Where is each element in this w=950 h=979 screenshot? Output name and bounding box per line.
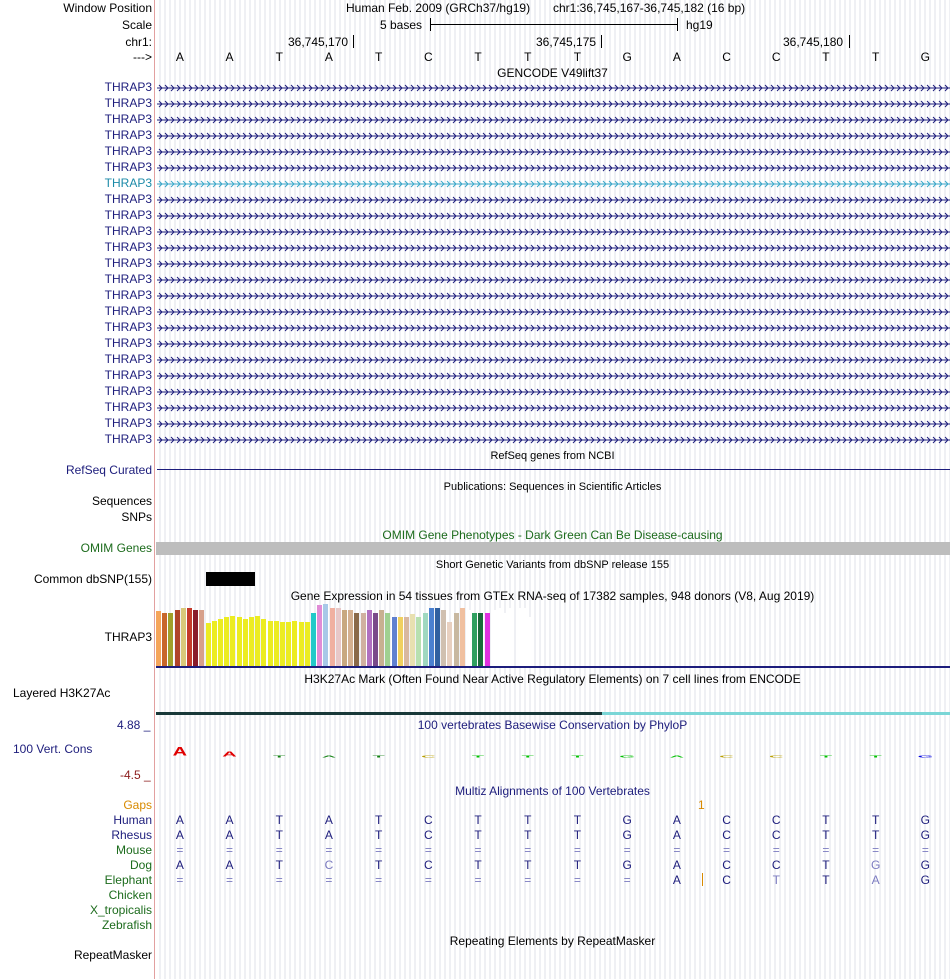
publications-snps-label[interactable]: SNPs: [121, 510, 152, 524]
multiz-base: C: [424, 828, 433, 842]
multiz-base: A: [225, 858, 234, 872]
publications-sequences-label[interactable]: Sequences: [91, 494, 152, 508]
multiz-base: =: [424, 843, 432, 857]
multiz-base: T: [573, 813, 582, 827]
multiz-gap-marker: 1: [698, 798, 705, 812]
base-letter: G: [920, 50, 931, 64]
omim-track-label[interactable]: OMIM Genes: [80, 541, 152, 555]
gtex-tissue-bar[interactable]: [175, 610, 180, 666]
multiz-base: =: [176, 873, 184, 887]
gencode-transcript-label[interactable]: THRAP3: [104, 80, 152, 94]
multiz-base: =: [673, 843, 681, 857]
multiz-base: A: [175, 813, 184, 827]
gtex-tissue-bar[interactable]: [206, 623, 211, 666]
base-letter: A: [324, 50, 333, 64]
conservation-logo[interactable]: [155, 734, 950, 774]
base-letter: C: [771, 50, 781, 64]
gtex-tissue-bar[interactable]: [162, 613, 167, 666]
gencode-transcript-line[interactable]: [157, 419, 950, 429]
multiz-base: G: [920, 858, 931, 872]
scale-text: 5 bases: [380, 18, 423, 32]
multiz-base: =: [921, 843, 929, 857]
gtex-tissue-bar[interactable]: [379, 610, 384, 666]
gencode-track-title: GENCODE V49lift37: [497, 66, 608, 80]
base-letter: T: [822, 50, 830, 64]
multiz-base: C: [771, 813, 781, 827]
gtex-tissue-bar[interactable]: [491, 610, 496, 666]
repeatmasker-track-label[interactable]: RepeatMasker: [73, 948, 152, 962]
multiz-base: A: [324, 813, 333, 827]
gencode-transcript-line[interactable]: [157, 179, 950, 189]
gencode-transcript-line[interactable]: [157, 403, 950, 413]
gencode-transcript-label[interactable]: THRAP3: [104, 224, 152, 238]
multiz-base: T: [275, 813, 283, 827]
multiz-base: C: [722, 873, 731, 887]
multiz-base: C: [771, 828, 781, 842]
multiz-species-label[interactable]: Chicken: [108, 888, 152, 902]
gencode-transcript-line[interactable]: [157, 115, 950, 125]
multiz-base: T: [275, 858, 283, 872]
multiz-base: G: [622, 813, 632, 827]
gtex-tissue-bar[interactable]: [516, 608, 521, 666]
multiz-species-label[interactable]: X_tropicalis: [89, 903, 152, 917]
conservation-track-title: 100 vertebrates Basewise Conservation by PhyloP: [417, 718, 688, 732]
conservation-logo-letter: A: [321, 755, 337, 759]
refseq-track-label[interactable]: RefSeq Curated: [65, 463, 152, 477]
gtex-tissue-bar[interactable]: [317, 605, 322, 666]
conservation-logo-letter: T: [273, 755, 286, 759]
gtex-baseline: [156, 666, 950, 668]
gencode-transcript-line[interactable]: [157, 243, 950, 253]
gtex-tissue-bar[interactable]: [361, 613, 366, 666]
multiz-base: C: [424, 858, 433, 872]
gtex-tissue-bar[interactable]: [199, 610, 204, 666]
base-letter: T: [474, 50, 482, 64]
gtex-track-title: Gene Expression in 54 tissues from GTEx RNA-seq of 17382 samples, 948 donors (V8, Aug 2019): [290, 589, 815, 603]
conservation-track-label[interactable]: 100 Vert. Cons: [13, 742, 93, 756]
gtex-tissue-bar[interactable]: [323, 604, 328, 666]
multiz-base: A: [175, 828, 184, 842]
gtex-tissue-bar[interactable]: [255, 616, 260, 666]
gtex-tissue-bar[interactable]: [336, 608, 341, 666]
multiz-base: T: [822, 813, 830, 827]
coord-tick-label: 36,745,170: [288, 35, 349, 49]
conservation-logo-letter: C: [719, 755, 734, 759]
conservation-logo-letter: T: [521, 755, 534, 759]
gtex-tissue-bar[interactable]: [435, 608, 440, 666]
multiz-track-title: Multiz Alignments of 100 Vertebrates: [455, 784, 650, 798]
multiz-species-label[interactable]: Human: [113, 813, 152, 827]
multiz-base: T: [871, 828, 880, 842]
gtex-tissue-bar[interactable]: [342, 610, 347, 666]
conservation-logo-letter: T: [869, 755, 882, 759]
conservation-logo-letter: A: [669, 755, 685, 759]
gencode-transcript-line[interactable]: [157, 307, 950, 317]
scale-bar-left-tick: [430, 18, 431, 31]
gencode-transcript-line[interactable]: [157, 131, 950, 141]
scale-bar: [430, 24, 678, 25]
gtex-tissue-bar[interactable]: [447, 622, 452, 666]
multiz-base: T: [524, 828, 532, 842]
dbsnp-variant[interactable]: [206, 572, 255, 586]
multiz-base: T: [871, 813, 880, 827]
conservation-logo-letter: G: [619, 755, 635, 759]
multiz-base: A: [225, 828, 234, 842]
gencode-transcript-label[interactable]: THRAP3: [104, 128, 152, 142]
gencode-transcript-label[interactable]: THRAP3: [104, 288, 152, 302]
gtex-tissue-bar[interactable]: [392, 617, 397, 666]
gtex-tissue-bar[interactable]: [385, 613, 390, 666]
position-readout[interactable]: chr1:36,745,167-36,745,182 (16 bp): [553, 1, 746, 15]
gencode-transcript-label[interactable]: THRAP3: [104, 208, 152, 222]
base-letter: A: [175, 50, 184, 64]
gtex-tissue-bar[interactable]: [509, 608, 514, 666]
multiz-base: T: [524, 813, 532, 827]
gtex-tissue-bar[interactable]: [429, 608, 434, 666]
gencode-transcript-label[interactable]: THRAP3: [104, 144, 152, 158]
gtex-tissue-bar[interactable]: [249, 617, 254, 666]
gencode-transcript-label[interactable]: THRAP3: [104, 272, 152, 286]
gtex-tissue-bar[interactable]: [404, 617, 409, 666]
strand-label[interactable]: --->: [133, 50, 152, 64]
multiz-base: T: [573, 828, 582, 842]
conservation-logo-letter: C: [769, 755, 784, 759]
multiz-base: =: [872, 843, 880, 857]
coord-tick-mark: [849, 35, 850, 48]
gtex-tissue-bar[interactable]: [478, 613, 483, 666]
base-letter: T: [374, 50, 383, 64]
conservation-logo-letter: A: [222, 750, 237, 759]
multiz-base: =: [424, 873, 432, 887]
multiz-base: T: [374, 858, 383, 872]
gtex-tissue-bar[interactable]: [311, 613, 316, 666]
base-letter: A: [225, 50, 234, 64]
gtex-tissue-bar[interactable]: [237, 617, 242, 666]
multiz-base: =: [275, 843, 283, 857]
gencode-transcript-line[interactable]: [157, 99, 950, 109]
omim-gene-bar[interactable]: [156, 542, 950, 555]
conservation-logo-letter: A: [172, 745, 188, 759]
gencode-transcript-label[interactable]: THRAP3: [104, 304, 152, 318]
multiz-base: A: [175, 858, 184, 872]
conservation-logo-letter: G: [917, 755, 934, 759]
gencode-transcript-label[interactable]: THRAP3: [104, 240, 152, 254]
gtex-tissue-bar[interactable]: [522, 608, 527, 666]
multiz-base: =: [524, 873, 532, 887]
conservation-min-label: -4.5 _: [120, 768, 151, 782]
conservation-max-label: 4.88 _: [117, 718, 151, 732]
multiz-base: T: [474, 858, 482, 872]
gtex-tissue-bar[interactable]: [348, 610, 353, 666]
gtex-tissue-bar[interactable]: [454, 613, 459, 666]
multiz-base: =: [573, 873, 581, 887]
multiz-base: =: [375, 843, 383, 857]
multiz-base: T: [524, 858, 532, 872]
gtex-tissue-bar[interactable]: [224, 617, 229, 666]
gtex-tissue-bar[interactable]: [299, 622, 304, 666]
gtex-tissue-bar[interactable]: [330, 608, 335, 666]
gencode-transcript-label[interactable]: THRAP3: [104, 352, 152, 366]
gencode-transcript-line[interactable]: [157, 291, 950, 301]
gtex-tissue-bar[interactable]: [280, 622, 285, 666]
chrom-label: chr1:: [125, 35, 152, 49]
multiz-base: T: [275, 828, 283, 842]
gencode-transcript-line[interactable]: [157, 355, 950, 365]
multiz-base: =: [524, 843, 532, 857]
gtex-tissue-bar[interactable]: [354, 613, 359, 666]
assembly-name[interactable]: Human Feb. 2009 (GRCh37/hg19): [346, 1, 531, 15]
base-letter: G: [622, 50, 632, 64]
multiz-base: A: [672, 873, 681, 887]
conservation-logo-letter: T: [571, 755, 584, 759]
multiz-base: T: [474, 813, 482, 827]
multiz-base: C: [324, 858, 334, 872]
multiz-base: =: [474, 843, 482, 857]
multiz-base: A: [324, 828, 333, 842]
gtex-tissue-bar[interactable]: [410, 614, 415, 666]
base-letter: T: [871, 50, 880, 64]
gencode-transcript-line[interactable]: [157, 275, 950, 285]
gtex-tissue-bar[interactable]: [367, 610, 372, 666]
gencode-transcript-line[interactable]: [157, 227, 950, 237]
gencode-transcript-line[interactable]: [157, 339, 950, 349]
window-position-label: Window Position: [63, 1, 152, 15]
gtex-tissue-bar[interactable]: [292, 621, 297, 666]
gtex-tissue-bar[interactable]: [416, 617, 421, 666]
gencode-transcript-label[interactable]: THRAP3: [104, 400, 152, 414]
coord-tick-label: 36,745,175: [536, 35, 597, 49]
multiz-base: C: [424, 813, 433, 827]
multiz-base: A: [672, 813, 681, 827]
scale-db: hg19: [686, 18, 713, 32]
gtex-tissue-bar[interactable]: [181, 608, 186, 666]
multiz-base: =: [723, 843, 731, 857]
multiz-base: C: [722, 813, 731, 827]
multiz-base: G: [920, 828, 931, 842]
gencode-transcript-label[interactable]: THRAP3: [104, 336, 152, 350]
gtex-tissue-bar[interactable]: [218, 619, 223, 666]
scale-label: Scale: [121, 18, 152, 32]
dbsnp-track-label[interactable]: Common dbSNP(155): [33, 572, 152, 586]
base-letter: T: [275, 50, 283, 64]
coord-tick-label: 36,745,180: [783, 35, 844, 49]
gencode-transcript-line[interactable]: [157, 211, 950, 221]
multiz-base: G: [870, 858, 881, 872]
multiz-base: =: [325, 873, 333, 887]
multiz-base: T: [822, 873, 830, 887]
gencode-transcript-label[interactable]: THRAP3: [104, 96, 152, 110]
gencode-transcript-line[interactable]: [157, 387, 950, 397]
gtex-tissue-bar[interactable]: [466, 610, 471, 666]
multiz-base: T: [822, 858, 830, 872]
gencode-transcript-label[interactable]: THRAP3: [104, 112, 152, 126]
multiz-base: A: [225, 813, 234, 827]
multiz-base: T: [374, 828, 383, 842]
conservation-logo-letter: T: [471, 755, 485, 759]
gencode-transcript-label[interactable]: THRAP3: [104, 416, 152, 430]
gtex-tissue-bar[interactable]: [503, 613, 508, 666]
gtex-tissue-bar[interactable]: [230, 616, 235, 666]
multiz-gaps-label[interactable]: Gaps: [123, 798, 152, 812]
h3k27ac-signal-teal: [602, 712, 950, 715]
multiz-base: =: [226, 843, 234, 857]
base-letter: A: [672, 50, 681, 64]
multiz-base: G: [622, 828, 632, 842]
gencode-transcript-label[interactable]: THRAP3: [104, 176, 152, 190]
multiz-base: =: [375, 873, 383, 887]
gencode-transcript-label[interactable]: THRAP3: [104, 256, 152, 270]
gencode-transcript-label[interactable]: THRAP3: [104, 432, 152, 446]
gencode-transcript-label[interactable]: THRAP3: [104, 160, 152, 174]
gtex-tissue-bar[interactable]: [373, 613, 378, 666]
gtex-tissue-bar[interactable]: [441, 610, 446, 666]
multiz-base: =: [474, 873, 482, 887]
gtex-tissue-bar[interactable]: [268, 621, 273, 666]
gtex-tissue-bar[interactable]: [305, 622, 310, 666]
multiz-species-label[interactable]: Elephant: [104, 873, 152, 887]
gtex-tissue-bar[interactable]: [472, 613, 477, 666]
multiz-base: G: [622, 858, 632, 872]
multiz-base: G: [920, 873, 931, 887]
multiz-base: T: [573, 858, 582, 872]
multiz-species-label[interactable]: Mouse: [115, 843, 152, 857]
gtex-tissue-bar[interactable]: [398, 617, 403, 666]
multiz-base: C: [722, 828, 731, 842]
multiz-species-label[interactable]: Rhesus: [111, 828, 152, 842]
multiz-base: =: [226, 873, 234, 887]
gtex-tissue-bar[interactable]: [261, 619, 266, 666]
multiz-species-label[interactable]: Zebrafish: [101, 918, 152, 932]
multiz-base: T: [822, 828, 830, 842]
publications-track-title: Publications: Sequences in Scientific Articles: [443, 481, 662, 493]
repeatmasker-track-title: Repeating Elements by RepeatMasker: [449, 934, 656, 948]
gtex-tissue-bar[interactable]: [212, 621, 217, 666]
gencode-transcript-line[interactable]: [157, 371, 950, 381]
multiz-base: A: [672, 828, 681, 842]
multiz-base: =: [275, 873, 283, 887]
multiz-base: A: [672, 858, 681, 872]
base-letter: C: [722, 50, 731, 64]
base-letter: C: [424, 50, 433, 64]
dbsnp-track-title: Short Genetic Variants from dbSNP release 155: [435, 559, 670, 571]
gencode-transcript-line[interactable]: [157, 259, 950, 269]
gtex-tissue-bar[interactable]: [274, 621, 279, 666]
gencode-transcript-line[interactable]: [157, 83, 950, 93]
gencode-transcript-label[interactable]: THRAP3: [104, 384, 152, 398]
gencode-transcript-label[interactable]: THRAP3: [104, 192, 152, 206]
gtex-tissue-bar[interactable]: [187, 608, 192, 666]
gencode-transcript-line[interactable]: [157, 195, 950, 205]
gtex-tissue-bar[interactable]: [156, 611, 161, 666]
multiz-base: =: [325, 843, 333, 857]
gtex-tissue-bar[interactable]: [497, 608, 502, 666]
gencode-transcript-line[interactable]: [157, 147, 950, 157]
multiz-base: =: [176, 843, 184, 857]
base-letter: T: [573, 50, 582, 64]
conservation-logo-letter: C: [421, 755, 436, 759]
gencode-transcript-label[interactable]: THRAP3: [104, 368, 152, 382]
h3k27ac-track-title: H3K27Ac Mark (Often Found Near Active Regulatory Elements) on 7 cell lines from ENCODE: [304, 672, 801, 686]
scale-bar-right-tick: [677, 18, 678, 31]
gtex-tissue-bar[interactable]: [528, 617, 533, 666]
coord-tick-mark: [353, 35, 354, 48]
multiz-base: T: [374, 813, 383, 827]
gtex-tissue-bar[interactable]: [168, 613, 173, 666]
gtex-tissue-bar[interactable]: [423, 613, 428, 666]
multiz-base: =: [822, 843, 830, 857]
refseq-gene-line[interactable]: [157, 469, 950, 470]
h3k27ac-signal-dark: [156, 712, 602, 715]
gtex-tissue-bar[interactable]: [243, 619, 248, 666]
gtex-track-label[interactable]: THRAP3: [104, 630, 152, 644]
multiz-base: =: [623, 843, 631, 857]
conservation-logo-letter: T: [819, 755, 833, 759]
multiz-base: =: [573, 843, 581, 857]
multiz-base: T: [772, 873, 780, 887]
gtex-tissue-bar[interactable]: [460, 608, 465, 666]
multiz-base: =: [772, 843, 780, 857]
omim-track-title: OMIM Gene Phenotypes - Dark Green Can Be Disease-causing: [382, 528, 723, 542]
gencode-transcript-label[interactable]: THRAP3: [104, 320, 152, 334]
base-letter: T: [524, 50, 532, 64]
multiz-base: T: [474, 828, 482, 842]
multiz-base: =: [623, 873, 631, 887]
gencode-transcript-line[interactable]: [157, 163, 950, 173]
gencode-transcript-line[interactable]: [157, 323, 950, 333]
gtex-tissue-bar[interactable]: [485, 613, 490, 666]
multiz-base: A: [871, 873, 880, 887]
gtex-tissue-bar[interactable]: [193, 610, 198, 666]
multiz-base: C: [771, 858, 781, 872]
refseq-track-title: RefSeq genes from NCBI: [490, 450, 615, 462]
gencode-transcript-line[interactable]: [157, 435, 950, 445]
multiz-base: G: [920, 813, 931, 827]
multiz-insertion-marker: [702, 873, 703, 886]
multiz-species-label[interactable]: Dog: [129, 858, 152, 872]
conservation-logo-letter: T: [372, 755, 385, 759]
gtex-bar-chart[interactable]: [156, 604, 950, 666]
coord-tick-mark: [601, 35, 602, 48]
multiz-base: C: [722, 858, 731, 872]
gtex-tissue-bar[interactable]: [286, 622, 291, 666]
h3k27ac-track-label[interactable]: Layered H3K27Ac: [13, 686, 111, 700]
